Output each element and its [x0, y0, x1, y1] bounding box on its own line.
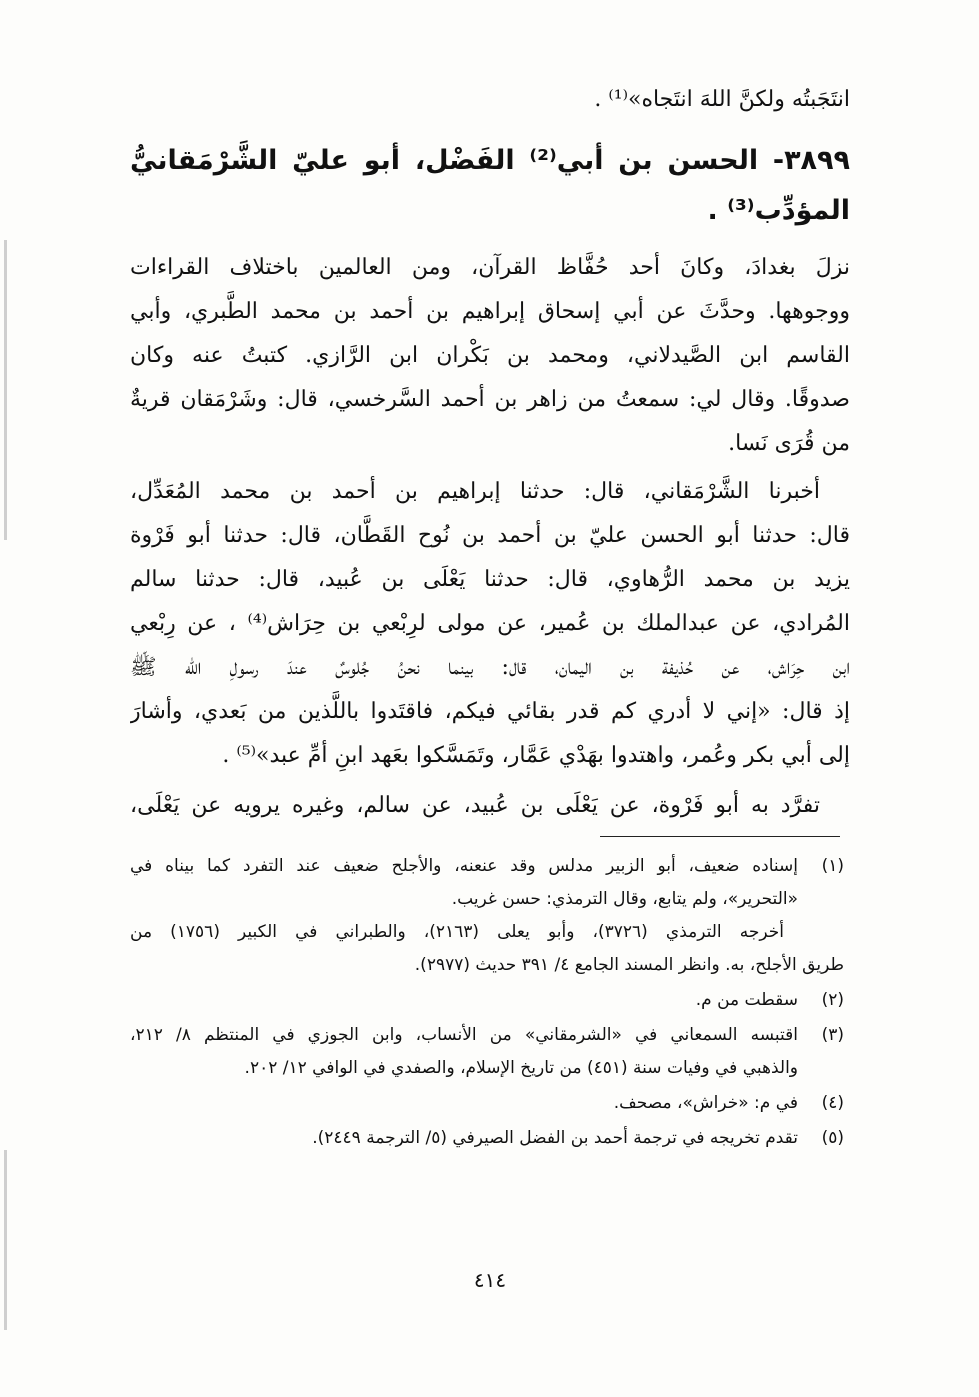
text-line: إلى أبي بكر وعُمر، واهتدوا بهَدْي عَمَّار، وتَمَسَّكوا بعَهد ابنِ أمِّ عبد»⁽⁵⁾ .: [222, 743, 850, 768]
text-line: ووجوهها. وحدَّثَ عن أبي إسحاق إبراهيم بن أحمد بن محمد الطَّبري، وأبي: [130, 299, 850, 324]
text-line: أخبرنا الشَّرْمَقاني، قال: حدثنا إبراهيم بن أحمد بن محمد المُعَدِّل،: [130, 479, 820, 504]
scan-edge-mark: [4, 240, 7, 540]
footnote-body: [130, 984, 798, 1017]
footnote-line: أخرجه الترمذي (٣٧٢٦)، وأبو يعلى (٢١٦٣)، والطبراني في الكبير (١٧٥٦) من: [130, 922, 784, 942]
continuation-text: [130, 78, 850, 122]
paragraph-hadith: [130, 470, 850, 778]
footnote-body: [130, 1087, 798, 1120]
text-line: القاسم ابن الصَّيدلاني، ومحمد بن بَكْران ابن الرَّازي. كتبتُ عنه وكان: [130, 343, 850, 368]
footnote-number: (٤): [821, 1093, 844, 1113]
footnote-line: سقطت من م.: [695, 990, 798, 1010]
footnote-line: والذهبي في وفيات سنة (٤٥١) من تاريخ الإسلام، والصفدي في الوافي ١٢/ ٢٠٢.: [244, 1058, 798, 1078]
text-line: ابن حِرَاش، عن حُذيفة بن اليمان، قال: بينما نحنُ جُلوسٌ عندَ رسولِ الله ﷺ: [130, 655, 850, 680]
footnote-1: [130, 850, 844, 916]
text-line: المُرادي، عن عبدالملك بن عُمير، عن مولى لرِبْعي بن حِرَاش⁽⁴⁾ ، عن رِبْعي: [130, 611, 850, 636]
paragraph-biography: [130, 246, 850, 466]
footnote-number: (٢): [821, 990, 844, 1010]
footnote-1-continuation: [130, 916, 844, 982]
footnote-line: اقتبسه السمعاني في «الشرمقاني» من الأنساب، وابن الجوزي في المنتظم ٨/ ٢١٢،: [130, 1025, 798, 1045]
footnote-body: [130, 1019, 798, 1085]
footnotes: [130, 850, 844, 1157]
text-line: صدوقًا. وقال لي: سمعتُ من زاهر بن أحمد السَّرخسي، قال: وشَرْمَقان قريةٌ: [130, 387, 850, 412]
footnote-body: [130, 850, 798, 916]
paragraph-note: [130, 784, 850, 828]
footnote-line: تقدم تخريجه في ترجمة أحمد بن الفضل الصيرفي (٥/ الترجمة ٢٤٤٩).: [312, 1128, 798, 1148]
page-number: ٤١٤: [473, 1268, 507, 1292]
footnote-3: [130, 1019, 844, 1085]
scan-edge-mark: [4, 1150, 7, 1330]
footnote-line: في م: «خراش»، مصحف.: [613, 1093, 798, 1113]
footnote-number: (١): [821, 856, 844, 876]
text-line: نزلَ بغدادَ، وكانَ أحد حُفَّاظ القرآن، ومن العالمين باختلاف القراءات: [130, 255, 850, 280]
footnote-line: طريق الأجلح، به. وانظر المسند الجامع ٤/ ٣٩١ حديث (٢٩٧٧).: [414, 955, 844, 975]
footnote-2: [130, 984, 844, 1017]
footnote-5: [130, 1122, 844, 1155]
text-line: انتَجَبتُه ولكنَّ اللهَ انتَجاه»⁽¹⁾ .: [594, 87, 850, 112]
footnote-line: «التحرير»، ولم يتابع، وقال الترمذي: حسن غريب.: [451, 889, 798, 909]
entry-heading-line: المؤدِّب⁽³⁾ .: [707, 195, 850, 226]
entry-heading: [130, 136, 850, 236]
footnote-separator: [600, 836, 840, 837]
footnote-line: إسناده ضعيف، أبو الزبير مدلس وقد عنعنه، والأجلح ضعيف عند التفرد كما بيناه في: [130, 856, 798, 876]
text-line: قال: حدثنا أبو الحسن عليّ بن أحمد بن نُوح القَطَّان، قال: حدثنا أبو فَرْوة: [130, 523, 850, 548]
text-line: من قُرَى نَسا.: [728, 431, 850, 456]
footnote-body: [130, 1122, 798, 1155]
text-line: تفرَّد به أبو فَرْوة، عن يَعْلَى بن عُبيد، عن سالم، وغيره يرويه عن يَعْلَى،: [130, 793, 820, 818]
footnote-4: [130, 1087, 844, 1120]
footnote-number: (٣): [821, 1025, 844, 1045]
text-line: يزيد بن محمد الرُّهاوي، قال: حدثنا يَعْلَى بن عُبيد، قال: حدثنا سالم: [130, 567, 850, 592]
footnote-number: (٥): [821, 1128, 844, 1148]
entry-heading-line: ٣٨٩٩- الحسن بن أبي⁽²⁾ الفَضْل، أبو عليّ الشَّرْمَقانيُّ: [130, 145, 850, 176]
text-line: إذ قال: «إني لا أدري كم قدر بقائي فيكم، فاقتَدوا باللَّذين من بَعدي، وأشارَ: [130, 699, 850, 724]
